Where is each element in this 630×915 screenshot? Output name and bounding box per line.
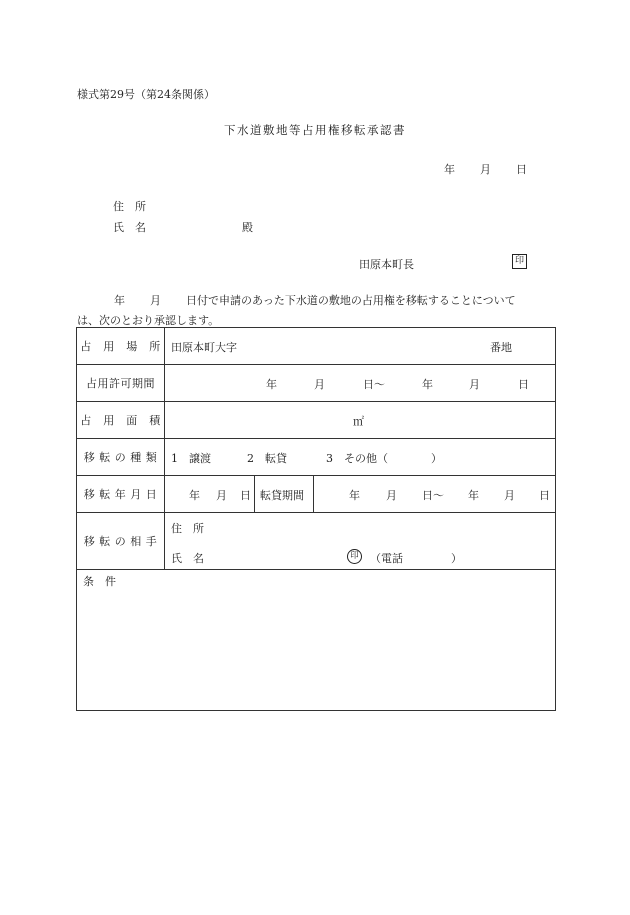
period-from-day: 日〜 [363,378,385,391]
row-period [77,365,556,402]
body-year: 年 [114,294,125,307]
type-option-transfer: 1 譲渡 [171,452,211,465]
row-area [77,402,556,439]
conditions-label: 条 件 [83,575,116,588]
row-type [77,439,556,476]
counterparty-address-label: 住 所 [171,522,204,535]
type-option-sublease: 2 転貸 [247,452,287,465]
type-option-other-close: ） [431,452,442,465]
place-prefix: 田原本町大字 [171,341,237,354]
sublease-from-day: 日〜 [422,489,444,502]
sublease-from-year: 年 [349,489,360,502]
transfer-year: 年 [189,489,200,502]
row-transfer-date [77,476,556,513]
row-place [77,328,556,365]
recipient-name-label: 氏 名 [113,221,146,234]
row-counterparty [77,513,556,570]
form-number: 様式第29号（第24条関係） [77,88,215,101]
counterparty-seal-mark: 印 [347,548,362,564]
counterparty-name-label: 氏 名 [171,552,204,565]
place-suffix: 番地 [490,341,512,354]
date-month: 月 [480,163,491,176]
type-label: 移 転 の 種 類 [77,439,165,476]
counterparty-label: 移 転 の 相 手 [77,513,165,570]
document-title: 下水道敷地等占用権移転承認書 [224,123,406,137]
issuer-seal-mark: 印 [512,254,527,269]
place-label: 占 用 場 所 [77,328,165,365]
body-line1: 日付で申請のあった下水道の敷地の占用権を移転することについて [186,294,516,307]
divider [254,476,255,512]
sublease-from-month: 月 [386,489,397,502]
recipient-address-label: 住 所 [113,200,146,213]
transfer-month: 月 [216,489,227,502]
area-label: 占 用 面 積 [77,402,165,439]
area-unit: ㎡ [353,415,364,428]
issuer-title: 田原本町長 [359,258,414,271]
period-to-day: 日 [518,378,529,391]
body-line2: は、次のとおり承認します。 [77,314,220,327]
period-to-month: 月 [469,378,480,391]
date-day: 日 [516,163,527,176]
approval-table [76,327,556,711]
sublease-to-year: 年 [468,489,479,502]
recipient-honorific: 殿 [242,221,253,234]
date-year: 年 [444,163,455,176]
transfer-day: 日 [240,489,251,502]
period-label: 占用許可期間 [77,365,165,402]
counterparty-phone-close: ） [451,552,462,565]
sublease-to-day: 日 [539,489,550,502]
row-conditions [77,570,556,711]
period-from-year: 年 [266,378,277,391]
counterparty-phone-open: （電話 [370,552,403,565]
period-to-year: 年 [422,378,433,391]
sublease-to-month: 月 [504,489,515,502]
type-option-other: 3 その他（ [326,452,388,465]
transfer-date-label: 移 転 年 月 日 [77,476,165,513]
divider [313,476,314,512]
period-from-month: 月 [314,378,325,391]
body-month: 月 [150,294,161,307]
sublease-period-label: 転貸期間 [260,489,304,502]
